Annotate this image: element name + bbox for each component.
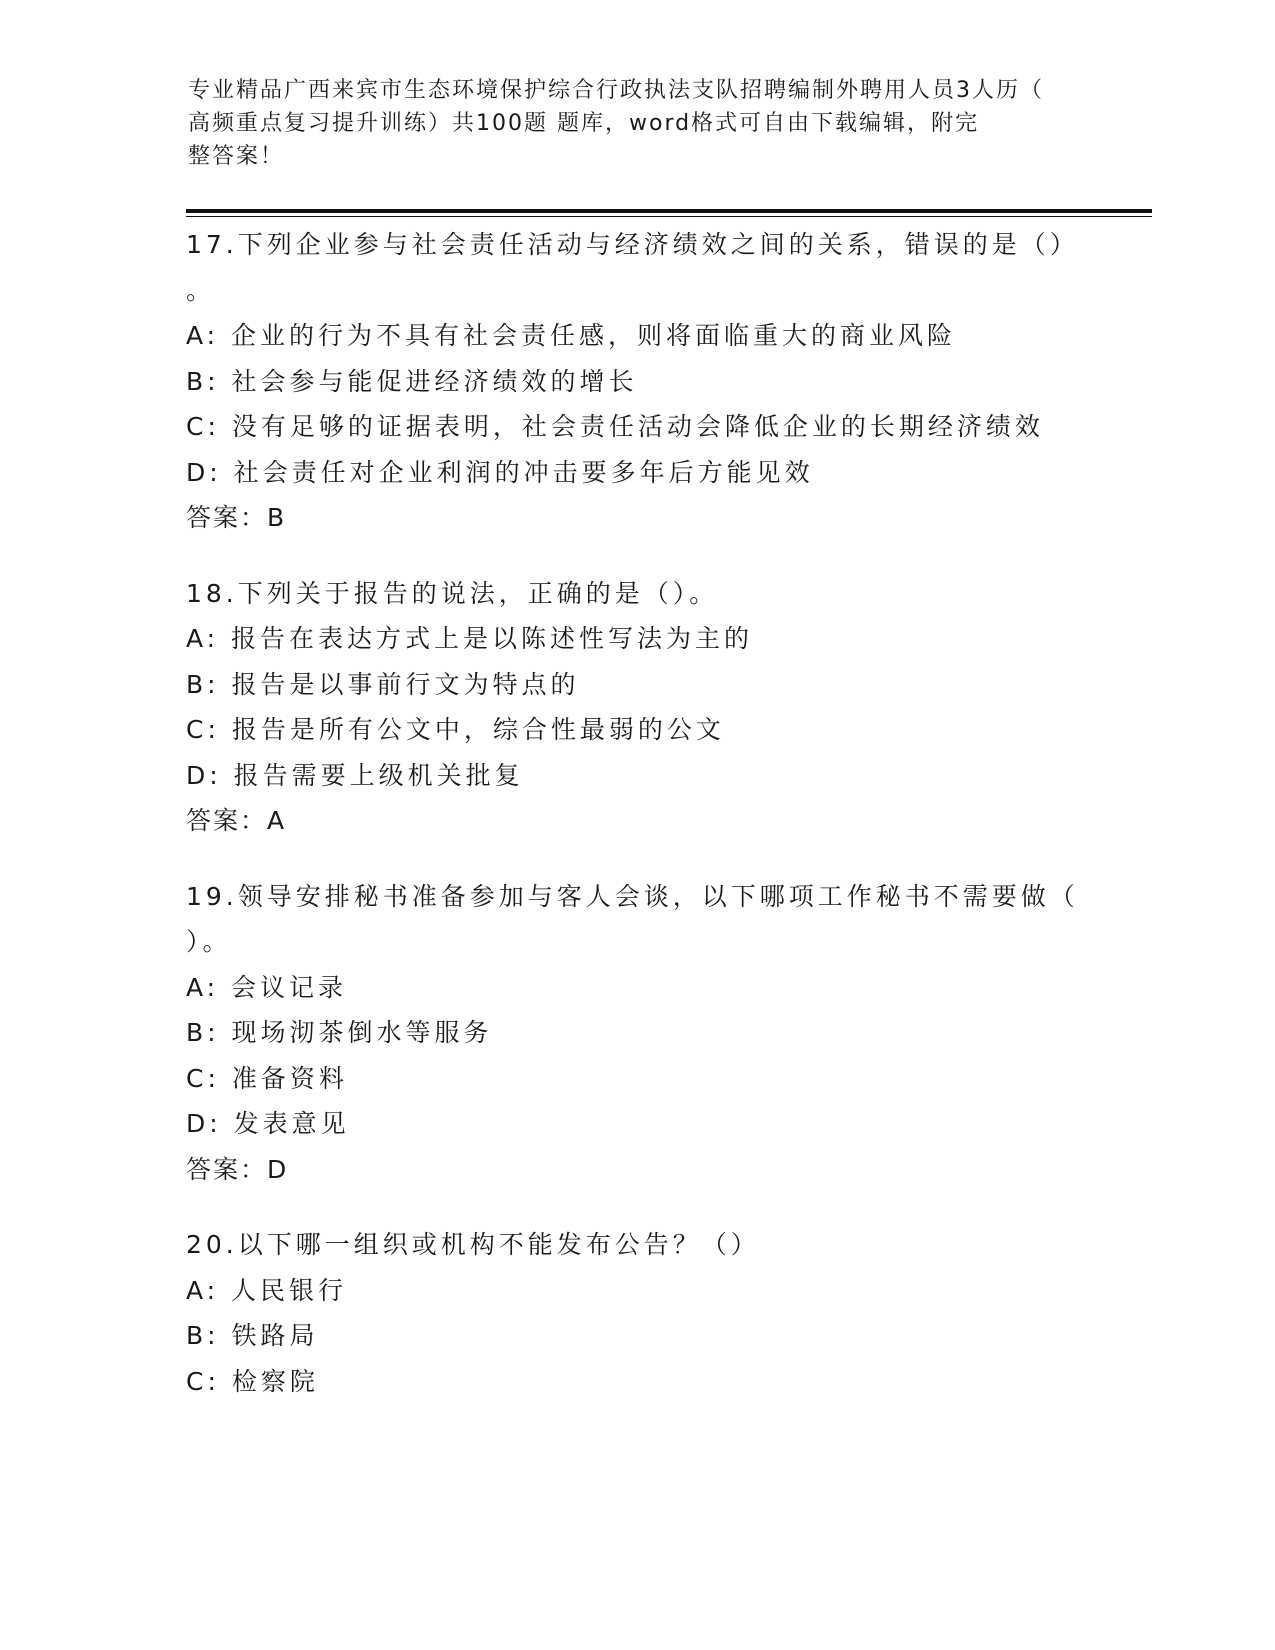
question-option: B: 报告是以事前行文为特点的 xyxy=(186,669,580,699)
question-option: C: 报告是所有公文中，综合性最弱的公文 xyxy=(186,715,725,744)
question-block xyxy=(186,874,1146,1193)
question-option: D: 报告需要上级机关批复 xyxy=(186,760,524,790)
question-option: C: 没有足够的证据表明，社会责任活动会降低企业的长期经济绩效 xyxy=(186,412,1044,441)
question-stem: 19.领导安排秘书准备参加与客人会谈，以下哪项工作秘书不需要做（ xyxy=(186,881,1079,911)
question-option: D: 社会责任对企业利润的冲击要多年后方能见效 xyxy=(186,457,814,487)
question-option: A: 报告在表达方式上是以陈述性写法为主的 xyxy=(186,624,754,653)
question-option: A: 会议记录 xyxy=(186,972,348,1002)
question-stem: 。 xyxy=(186,275,216,305)
question-stem: ）。 xyxy=(186,927,232,956)
answer-line: 答案：B xyxy=(186,503,287,532)
question-option: D: 发表意见 xyxy=(186,1109,350,1138)
question-option: C: 检察院 xyxy=(186,1366,319,1396)
question-option: B: 现场沏茶倒水等服务 xyxy=(186,1018,493,1047)
question-option: C: 准备资料 xyxy=(186,1063,348,1093)
question-stem: 18.下列关于报告的说法，正确的是（）。 xyxy=(186,578,719,608)
answer-line: 答案：A xyxy=(186,806,287,835)
document-header: 专业精品广西来宾市生态环境保护综合行政执法支队招聘编制外聘用人员3人历（ 高频重点复习提升训练）共100题 题库，word格式可自由下载编辑，附完 整答案！ xyxy=(188,78,1044,169)
question-stem: 20.以下哪一组织或机构不能发布公告？（） xyxy=(186,1230,760,1259)
question-block xyxy=(186,571,1146,844)
question-block xyxy=(186,1222,1146,1404)
question-option: A: 人民银行 xyxy=(186,1275,348,1305)
question-block xyxy=(186,222,1146,541)
header-divider-thick xyxy=(186,209,1152,213)
question-list xyxy=(186,222,1146,1434)
question-option: A: 企业的行为不具有社会责任感，则将面临重大的商业风险 xyxy=(186,321,957,350)
answer-line: 答案：D xyxy=(186,1154,289,1184)
question-stem: 17.下列企业参与社会责任活动与经济绩效之间的关系，错误的是（） xyxy=(186,230,1079,259)
question-option: B: 铁路局 xyxy=(186,1321,319,1350)
header-divider-thin xyxy=(186,216,1152,217)
question-option: B: 社会参与能促进经济绩效的增长 xyxy=(186,366,638,396)
